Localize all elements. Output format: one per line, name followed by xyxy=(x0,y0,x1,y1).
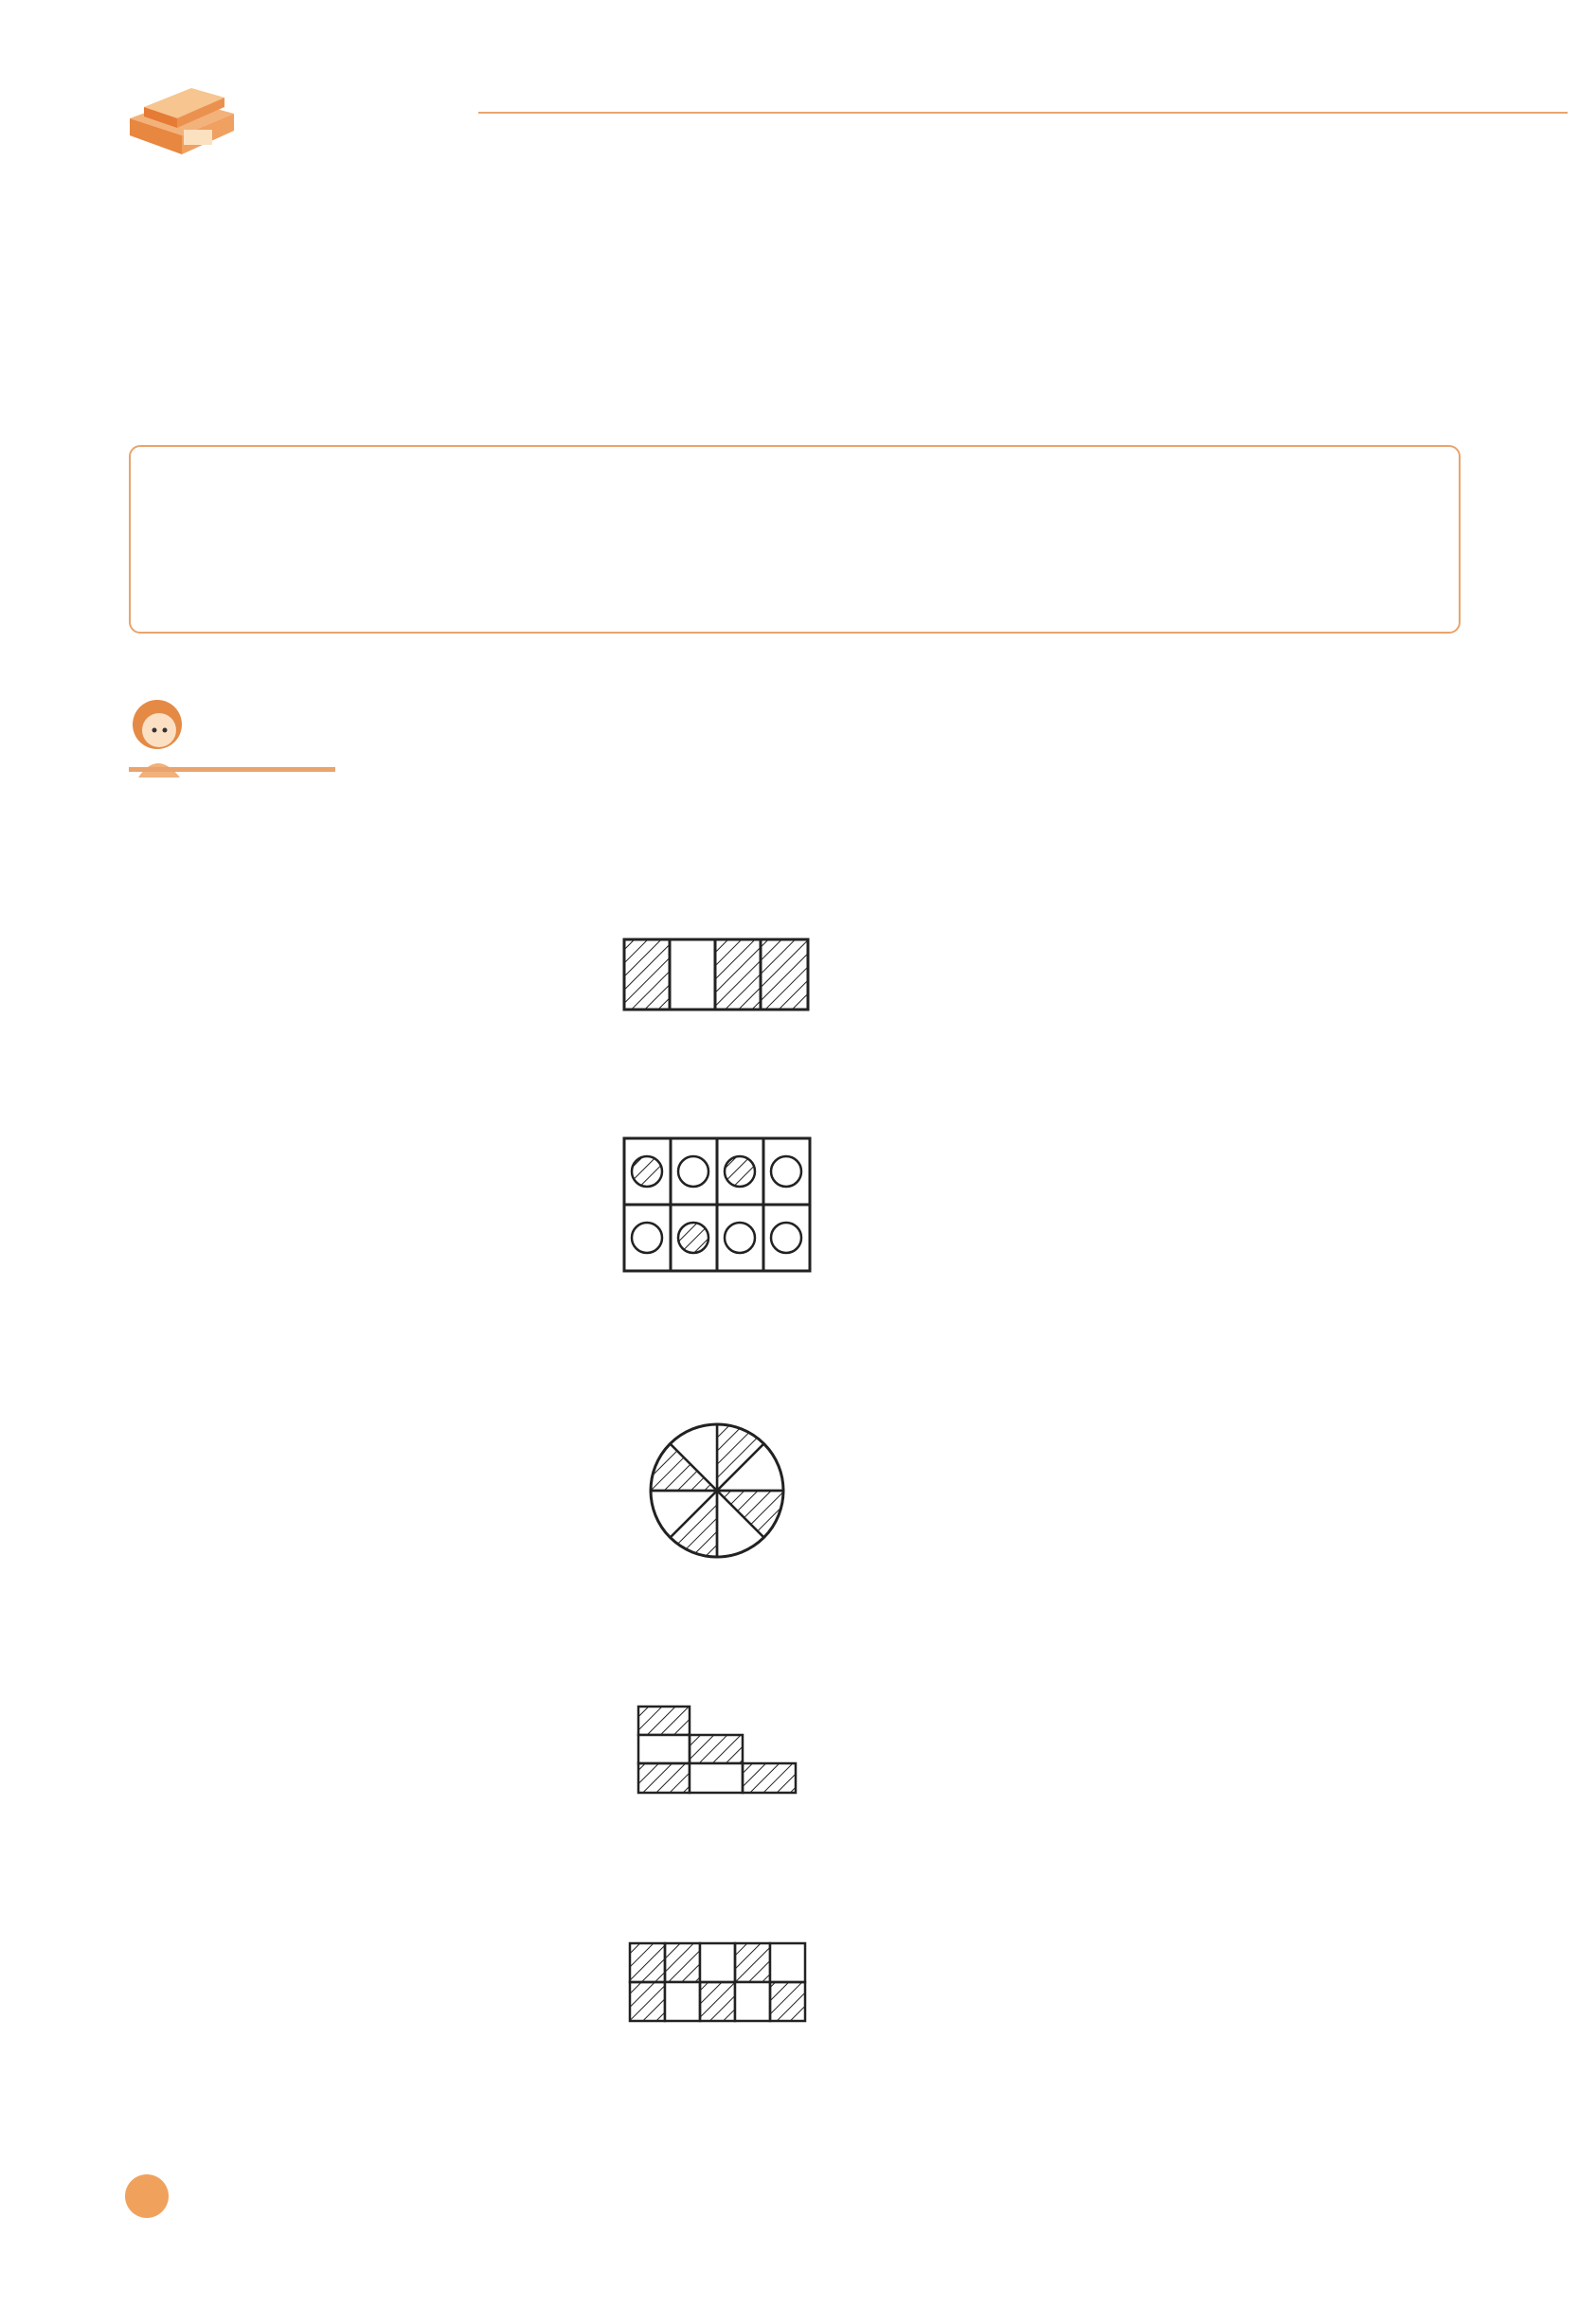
q3-title xyxy=(999,820,1020,868)
figure-grid-10 xyxy=(628,1941,808,2027)
figure-pie xyxy=(647,1421,787,1564)
header-logo xyxy=(125,71,239,156)
figure-strips xyxy=(622,938,812,1017)
q2-title xyxy=(471,820,492,868)
q1-title xyxy=(123,820,144,868)
strip-shaded xyxy=(624,939,670,1010)
figure-staircase xyxy=(637,1705,799,1799)
section-underline xyxy=(129,767,335,772)
figure-circle-grid xyxy=(622,1136,812,1278)
method-box xyxy=(129,445,1461,634)
section-avatar xyxy=(125,696,191,778)
strip-plain xyxy=(670,939,715,1010)
strip-shaded xyxy=(761,939,808,1010)
page-number xyxy=(125,2174,169,2218)
student-icon xyxy=(125,696,191,778)
books-icon xyxy=(125,71,239,156)
header-rule xyxy=(478,112,1568,114)
strip-shaded xyxy=(715,939,761,1010)
